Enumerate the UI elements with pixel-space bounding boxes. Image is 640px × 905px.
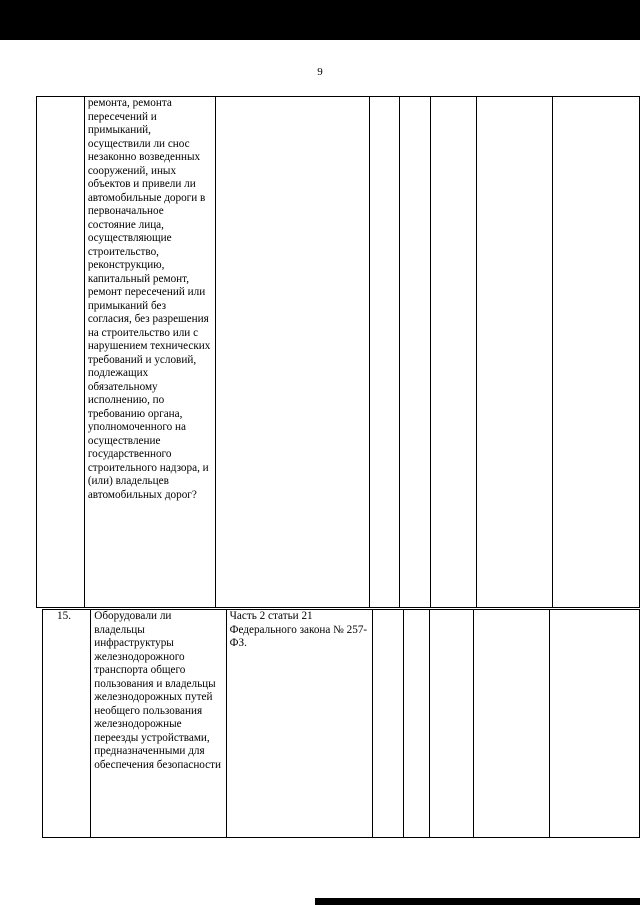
page-number: 9 (317, 66, 323, 78)
legal-reference (215, 97, 369, 608)
table-row (43, 610, 640, 838)
question-text: ремонта, ремонта пересечений и примыканий, осуществили ли снос незаконно возведенных сооружений, иных объектов и привели ли автомобильные дороги в первоначальное состояние лица, осуществляющие строительство, реконструкцию, капитальный ремонт, ремонт пересечений или примыканий без согласия, без разрешения на строительство или с нарушением технических требований и условий, подлежащих обязательному исполнению, по требованию органа, уполномоченного на осуществление государственного строительного надзора, и (или) владельцев автомобильных дорог? (84, 97, 215, 608)
question-text: Оборудовали ли владельцы инфраструктуры железнодорожного транспорта общего пользования и владельцы железнодорожных путей необщего пользования железнодорожные переезды устройствами, предназначенными для обеспечения безопасности (91, 610, 226, 838)
answer-no-cell (400, 97, 431, 608)
checklist-table-item-15 (42, 609, 640, 838)
table-row (37, 97, 640, 608)
legal-reference: Часть 2 статьи 21 Федерального закона № 257-ФЗ. (226, 610, 373, 838)
answer-cell (476, 97, 552, 608)
scan-dark-edge-bottom (315, 898, 640, 905)
answer-no-cell (404, 610, 430, 838)
row-number (37, 97, 85, 608)
checklist-table-continued (36, 96, 640, 608)
row-number: 15. (43, 610, 91, 838)
note-cell (549, 610, 639, 838)
answer-yes-cell (369, 97, 400, 608)
answer-cell (474, 610, 550, 838)
scan-dark-edge (0, 0, 640, 40)
answer-na-cell (430, 610, 474, 838)
answer-yes-cell (373, 610, 404, 838)
note-cell (552, 97, 639, 608)
answer-na-cell (431, 97, 477, 608)
